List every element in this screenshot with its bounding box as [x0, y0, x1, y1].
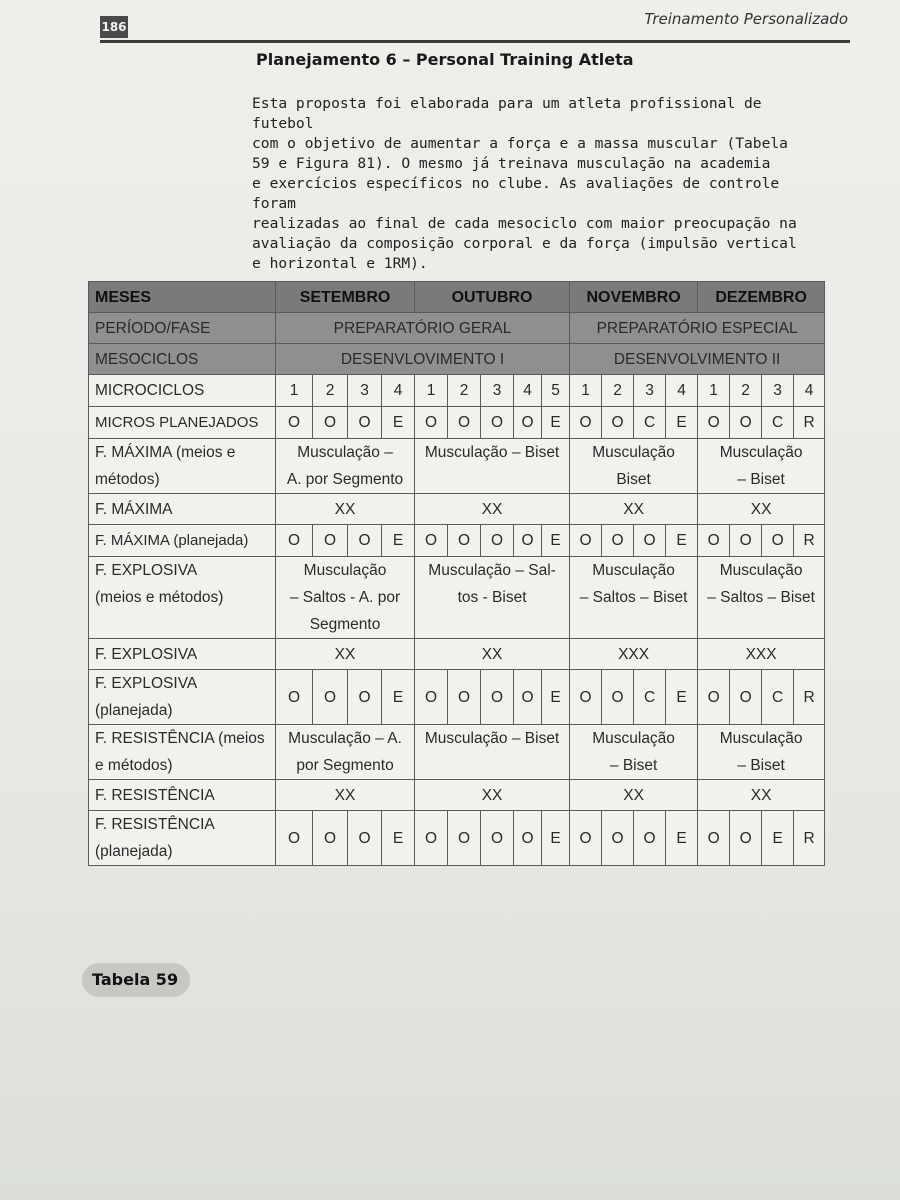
- microcycle-cell: O: [634, 811, 666, 866]
- cell-line: Segmento: [309, 616, 381, 633]
- months-row: [89, 282, 825, 313]
- method-cell: [698, 725, 825, 780]
- cell-line: – Saltos – Biset: [707, 589, 815, 606]
- cell-line: F. RESISTÊNCIA (meios: [95, 730, 265, 747]
- microcycle-cell: O: [348, 407, 382, 439]
- intensity-cell: XX: [570, 494, 698, 525]
- microcycle-cell: O: [570, 811, 602, 866]
- intro-line: e exercícios específicos no clube. As avaliações de controle foram: [252, 175, 780, 212]
- microcycle-cell: O: [481, 811, 514, 866]
- cell-line: (planejada): [95, 702, 173, 719]
- planned-row: [89, 407, 825, 439]
- microcycle-cell: 1: [276, 375, 313, 407]
- microcycle-cell: C: [634, 407, 666, 439]
- microcycle-cell: E: [762, 811, 794, 866]
- microcycle-cell: O: [415, 525, 448, 557]
- microcycle-cell: O: [698, 525, 730, 557]
- microcycle-cell: R: [794, 525, 825, 557]
- cell-line: Musculação – Biset: [424, 444, 560, 461]
- cell-line: Biset: [616, 471, 651, 488]
- intro-line: 59 e Figura 81). O mesmo já treinava musculação na academia: [252, 155, 771, 172]
- cell-line: métodos): [95, 471, 160, 488]
- cell-line: F. MÁXIMA (meios e: [95, 444, 236, 461]
- cell-line: por Segmento: [296, 757, 394, 774]
- cell-line: – Biset: [609, 757, 658, 774]
- microcycle-cell: O: [602, 670, 634, 725]
- intensity-cell: XX: [276, 780, 415, 811]
- microcycle-cell: 2: [602, 375, 634, 407]
- microcycle-cell: O: [448, 525, 481, 557]
- fexp-methods-label: [89, 557, 276, 639]
- cell-line: e métodos): [95, 757, 173, 774]
- intensity-cell: XX: [698, 780, 825, 811]
- microcycle-cell: O: [313, 811, 348, 866]
- method-cell: [276, 725, 415, 780]
- microcycle-cell: O: [730, 670, 762, 725]
- microcycle-cell: O: [570, 525, 602, 557]
- microcycle-cell: 3: [348, 375, 382, 407]
- fres-planned-label: [89, 811, 276, 866]
- training-plan-table: [88, 281, 825, 866]
- cell-line: Musculação: [592, 562, 675, 579]
- page-number: 186: [100, 16, 128, 38]
- microcycle-cell: 4: [382, 375, 415, 407]
- microcycle-cell: O: [448, 670, 481, 725]
- microcycle-cell: O: [448, 407, 481, 439]
- section-title: Planejamento 6 – Personal Training Atleta: [256, 50, 634, 69]
- microcycle-cell: O: [481, 525, 514, 557]
- microcycle-cell: O: [481, 670, 514, 725]
- fmax-methods-label: [89, 439, 276, 494]
- microcycle-cell: O: [313, 525, 348, 557]
- month-header: NOVEMBRO: [570, 282, 698, 313]
- method-cell: [698, 439, 825, 494]
- microcycle-cell: 5: [542, 375, 570, 407]
- microcycle-cell: O: [415, 811, 448, 866]
- microcycle-cell: O: [481, 407, 514, 439]
- intensity-cell: XX: [415, 780, 570, 811]
- fres-planned-row: [89, 811, 825, 866]
- cell-line: – Biset: [737, 757, 785, 774]
- microcycle-cell: O: [634, 525, 666, 557]
- fmax-planned-row: [89, 525, 825, 557]
- cell-line: Musculação –: [297, 444, 393, 461]
- microcycle-cell: 3: [481, 375, 514, 407]
- fres-methods-row: [89, 725, 825, 780]
- microcycle-cell: O: [348, 811, 382, 866]
- cell-line: Musculação: [303, 562, 387, 579]
- cell-line: F. RESISTÊNCIA: [95, 816, 215, 833]
- microcycle-cell: O: [602, 407, 634, 439]
- intensity-cell: XX: [276, 494, 415, 525]
- microcycle-cell: O: [415, 670, 448, 725]
- microcycle-cell: O: [730, 407, 762, 439]
- fmax-methods-row: [89, 439, 825, 494]
- microcycle-cell: C: [762, 407, 794, 439]
- microcycle-cell: O: [514, 407, 542, 439]
- microcycle-cell: R: [794, 407, 825, 439]
- microcycle-cell: E: [542, 811, 570, 866]
- intensity-cell: XXX: [570, 639, 698, 670]
- microcycle-cell: O: [415, 407, 448, 439]
- microcycle-cell: E: [382, 670, 415, 725]
- month-header: OUTUBRO: [415, 282, 570, 313]
- microcycle-cell: E: [666, 525, 698, 557]
- cell-line: Musculação: [719, 444, 803, 461]
- meso-cell: DESENVOLVIMENTO II: [570, 344, 825, 375]
- microcycle-cell: O: [602, 811, 634, 866]
- table-caption: Tabela 59: [82, 963, 190, 997]
- microcycle-cell: 2: [448, 375, 481, 407]
- cell-line: F. EXPLOSIVA: [95, 675, 198, 692]
- header-rule: [100, 40, 850, 43]
- cell-line: – Saltos - A. por: [289, 589, 401, 606]
- intensity-cell: XX: [415, 639, 570, 670]
- method-cell: [415, 557, 570, 639]
- microcycle-cell: O: [698, 407, 730, 439]
- method-cell: [570, 557, 698, 639]
- microcycle-cell: O: [602, 525, 634, 557]
- microcycle-cell: O: [698, 670, 730, 725]
- cell-line: tos - Biset: [457, 589, 527, 606]
- microcycle-cell: O: [276, 407, 313, 439]
- microcycle-cell: O: [730, 811, 762, 866]
- microcycle-cell: 4: [794, 375, 825, 407]
- microcycle-cell: 1: [415, 375, 448, 407]
- cell-line: Musculação – Biset: [424, 730, 560, 747]
- micro-label: MICROCICLOS: [89, 375, 276, 407]
- intro-paragraph: [252, 94, 824, 274]
- method-cell: [415, 725, 570, 780]
- cell-line: (planejada): [95, 843, 173, 860]
- intro-line: Esta proposta foi elaborada para um atleta profissional de futebol: [252, 95, 762, 132]
- microcycle-cell: E: [382, 811, 415, 866]
- fmax-planned-label: F. MÁXIMA (planejada): [89, 525, 276, 557]
- cell-line: Musculação: [719, 562, 803, 579]
- microcycle-cell: 4: [666, 375, 698, 407]
- period-label: PERÍODO/FASE: [89, 313, 276, 344]
- fexp-label: F. EXPLOSIVA: [89, 639, 276, 670]
- microcycle-cell: E: [542, 525, 570, 557]
- cell-line: Musculação: [592, 730, 675, 747]
- microcycle-cell: O: [276, 525, 313, 557]
- intensity-cell: XX: [276, 639, 415, 670]
- meso-label: MESOCICLOS: [89, 344, 276, 375]
- meso-row: [89, 344, 825, 375]
- running-title: Treinamento Personalizado: [644, 10, 848, 28]
- microcycle-cell: 4: [514, 375, 542, 407]
- microcycle-cell: E: [666, 670, 698, 725]
- microcycle-cell: O: [348, 525, 382, 557]
- cell-line: (meios e métodos): [95, 589, 224, 606]
- microcycle-cell: O: [698, 811, 730, 866]
- fexp-planned-row: [89, 670, 825, 725]
- intro-line: realizadas ao final de cada mesociclo com maior preocupação na: [252, 215, 797, 232]
- fmax-label: F. MÁXIMA: [89, 494, 276, 525]
- cell-line: – Biset: [737, 471, 785, 488]
- microcycle-cell: 3: [634, 375, 666, 407]
- intensity-cell: XX: [570, 780, 698, 811]
- microcycle-cell: O: [514, 811, 542, 866]
- intro-line: avaliação da composição corporal e da força (impulsão vertical: [252, 235, 797, 252]
- fexp-row: [89, 639, 825, 670]
- months-label: MESES: [89, 282, 276, 313]
- intro-line: e horizontal e 1RM).: [252, 255, 428, 272]
- microcycle-cell: O: [570, 407, 602, 439]
- intensity-cell: XX: [415, 494, 570, 525]
- microcycle-cell: E: [666, 407, 698, 439]
- fres-row: [89, 780, 825, 811]
- period-row: [89, 313, 825, 344]
- cell-line: F. EXPLOSIVA: [95, 562, 198, 579]
- planned-label: MICROS PLANEJADOS: [89, 407, 276, 439]
- cell-line: A. por Segmento: [286, 471, 404, 488]
- microcycle-cell: C: [634, 670, 666, 725]
- method-cell: [276, 557, 415, 639]
- fres-label: F. RESISTÊNCIA: [89, 780, 276, 811]
- microcycle-cell: O: [313, 407, 348, 439]
- microcycle-cell: 2: [313, 375, 348, 407]
- microcycle-cell: O: [514, 670, 542, 725]
- microcycle-cell: O: [730, 525, 762, 557]
- intro-line: com o objetivo de aumentar a força e a massa muscular (Tabela: [252, 135, 788, 152]
- microcycle-cell: E: [666, 811, 698, 866]
- method-cell: [276, 439, 415, 494]
- microcycle-cell: 1: [698, 375, 730, 407]
- method-cell: [415, 439, 570, 494]
- microcycle-cell: E: [382, 407, 415, 439]
- microcycle-cell: O: [762, 525, 794, 557]
- fexp-methods-row: [89, 557, 825, 639]
- method-cell: [698, 557, 825, 639]
- microcycle-cell: 3: [762, 375, 794, 407]
- method-cell: [570, 439, 698, 494]
- microcycle-cell: 2: [730, 375, 762, 407]
- microcycle-cell: E: [542, 670, 570, 725]
- microcycle-cell: O: [570, 670, 602, 725]
- fres-methods-label: [89, 725, 276, 780]
- microcycle-cell: O: [313, 670, 348, 725]
- period-cell: PREPARATÓRIO ESPECIAL: [570, 313, 825, 344]
- period-cell: PREPARATÓRIO GERAL: [276, 313, 570, 344]
- microcycle-cell: 1: [570, 375, 602, 407]
- microcycle-cell: R: [794, 670, 825, 725]
- microcycle-cell: E: [542, 407, 570, 439]
- microcycle-cell: O: [448, 811, 481, 866]
- cell-line: – Saltos – Biset: [579, 589, 688, 606]
- microcycle-cell: R: [794, 811, 825, 866]
- method-cell: [570, 725, 698, 780]
- cell-line: Musculação – A.: [288, 730, 402, 747]
- microcycle-cell: O: [514, 525, 542, 557]
- micro-row: [89, 375, 825, 407]
- month-header: SETEMBRO: [276, 282, 415, 313]
- microcycle-cell: E: [382, 525, 415, 557]
- fexp-planned-label: [89, 670, 276, 725]
- intensity-cell: XXX: [698, 639, 825, 670]
- microcycle-cell: O: [276, 811, 313, 866]
- intensity-cell: XX: [698, 494, 825, 525]
- meso-cell: DESENVLOVIMENTO I: [276, 344, 570, 375]
- month-header: DEZEMBRO: [698, 282, 825, 313]
- microcycle-cell: C: [762, 670, 794, 725]
- fmax-row: [89, 494, 825, 525]
- cell-line: Musculação: [719, 730, 803, 747]
- cell-line: Musculação: [592, 444, 675, 461]
- microcycle-cell: O: [276, 670, 313, 725]
- microcycle-cell: O: [348, 670, 382, 725]
- cell-line: Musculação – Sal-: [428, 562, 556, 579]
